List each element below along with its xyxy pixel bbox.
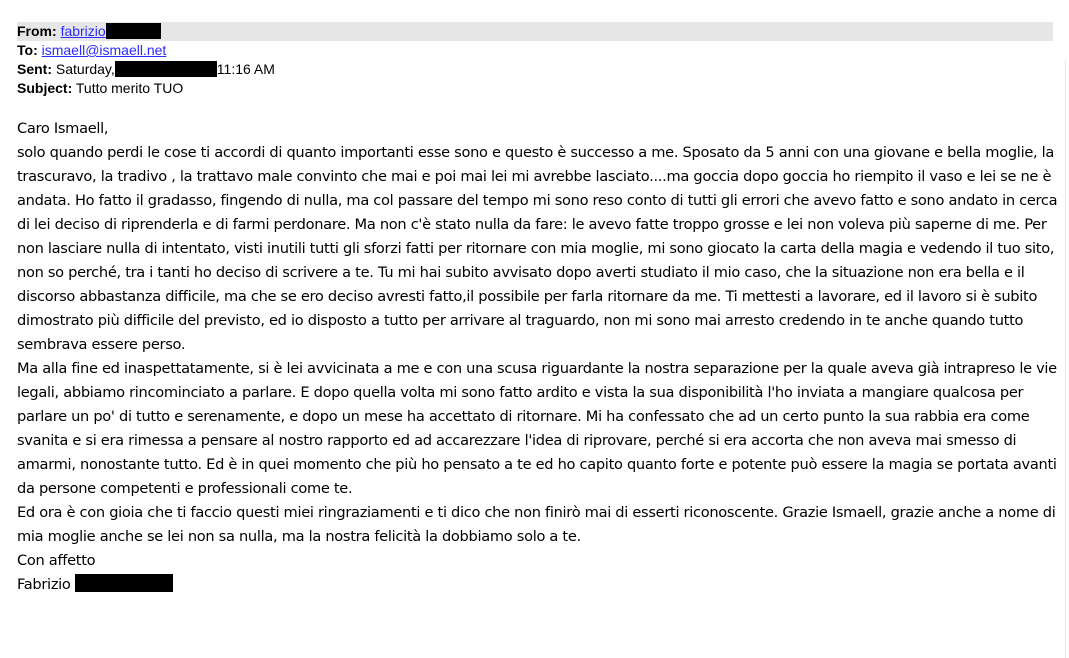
subject-row [17,79,1053,98]
from-label: From: [17,23,57,39]
from-name-link[interactable]: fabrizio [60,23,106,39]
body-paragraph: solo quando perdi le cose ti accordi di quanto importanti esse sono e questo è successo a me. Sposato da 5 anni con una giovane e bella moglie, la trascuravo, la tradivo , la trattavo male convinto che mai e poi mai lei mi avrebbe lasciato....ma goccia dopo goccia ho riempito il vaso e lei se ne è andata. Ho fatto il gradasso, fingendo di nulla, ma col passare del tempo mi sono reso conto di tutti gli errori che avevo fatto e sono andato in cerca di lei deciso di riprenderla e di farmi perdonare. Ma non c'è stato nulla da fare: le avevo fatte troppo grosse e lei non voleva più saperne di me. Per non lasciare nulla di intentato, visti inutili tutti gli sforzi fatti per ritornare con mia moglie, mi sono giocato la carta della magia e vedendo il tuo sito, non so perché, tra i tanti ho deciso di scrivere a te. Tu mi hai subito avvisato dopo averti studiato il mio caso, che la situazione non era bella e il discorso abbastanza difficile, ma che se ero deciso avresti fatto,il possibile per farla ritornare da me. Ti mettesti a lavorare, ed il lavoro si è subito dimostrato più difficile del previsto, ed io disposto a tutto per arrivare al traguardo, non mi sono mai arresto credendo in te anche quando tutto sembrava essere perso. [17,144,1058,353]
to-row [17,41,1053,60]
greeting: Caro Ismaell, [17,120,109,137]
subject-text: Tutto merito TUO [75,80,184,96]
redacted-block [115,61,217,77]
subject-label: Subject: [17,80,73,96]
sent-time: 11:16 AM [216,61,275,77]
email-body [17,117,1062,597]
signature-name: Fabrizio [17,576,71,593]
to-label: To: [17,42,38,58]
page-edge-divider [1065,60,1066,658]
to-address-link[interactable]: ismaell@ismaell.net [41,42,167,58]
body-paragraph: Ed ora è con gioia che ti faccio questi miei ringraziamenti e ti dico che non finirò mai di esserti riconoscente. Grazie Ismaell, grazie anche a nome di mia moglie anche se lei non sa nulla, ma la nostra felicità la dobbiamo solo a te. [17,504,1056,545]
redacted-block [106,23,161,39]
sent-label: Sent: [17,61,52,77]
redacted-block [75,574,173,592]
sent-day: Saturday, [55,61,115,77]
sent-row [17,60,1053,79]
email-header [17,22,1053,98]
body-paragraph: Ma alla fine ed inaspettatamente, si è lei avvicinata a me e con una scusa riguardante la nostra separazione per la quale aveva già intrapreso le vie legali, abbiamo rincominciato a parlare. E dopo quella volta mi sono fatto ardito e vista la sua disponibilità l'ho inviata a mangiare qualcosa per parlare un po' di tutto e serenamente, e dopo un mese ha accettato di ritornare. Mi ha confessato che ad un certo punto la sua rabbia era come svanita e si era rimessa a pensare al nostro rapporto ed ad accarezzare l'idea di riprovare, perché si era accorta che non aveva mai smesso di amarmi, nonostante tutto. Ed è in quei momento che più ho pensato a te ed ho capito quanto forte e potente può essere la magia se portata avanti da persone competenti e professionali come te. [17,360,1057,497]
signature-line [17,573,1062,597]
closing: Con affetto [17,552,96,569]
from-row [17,22,1053,41]
